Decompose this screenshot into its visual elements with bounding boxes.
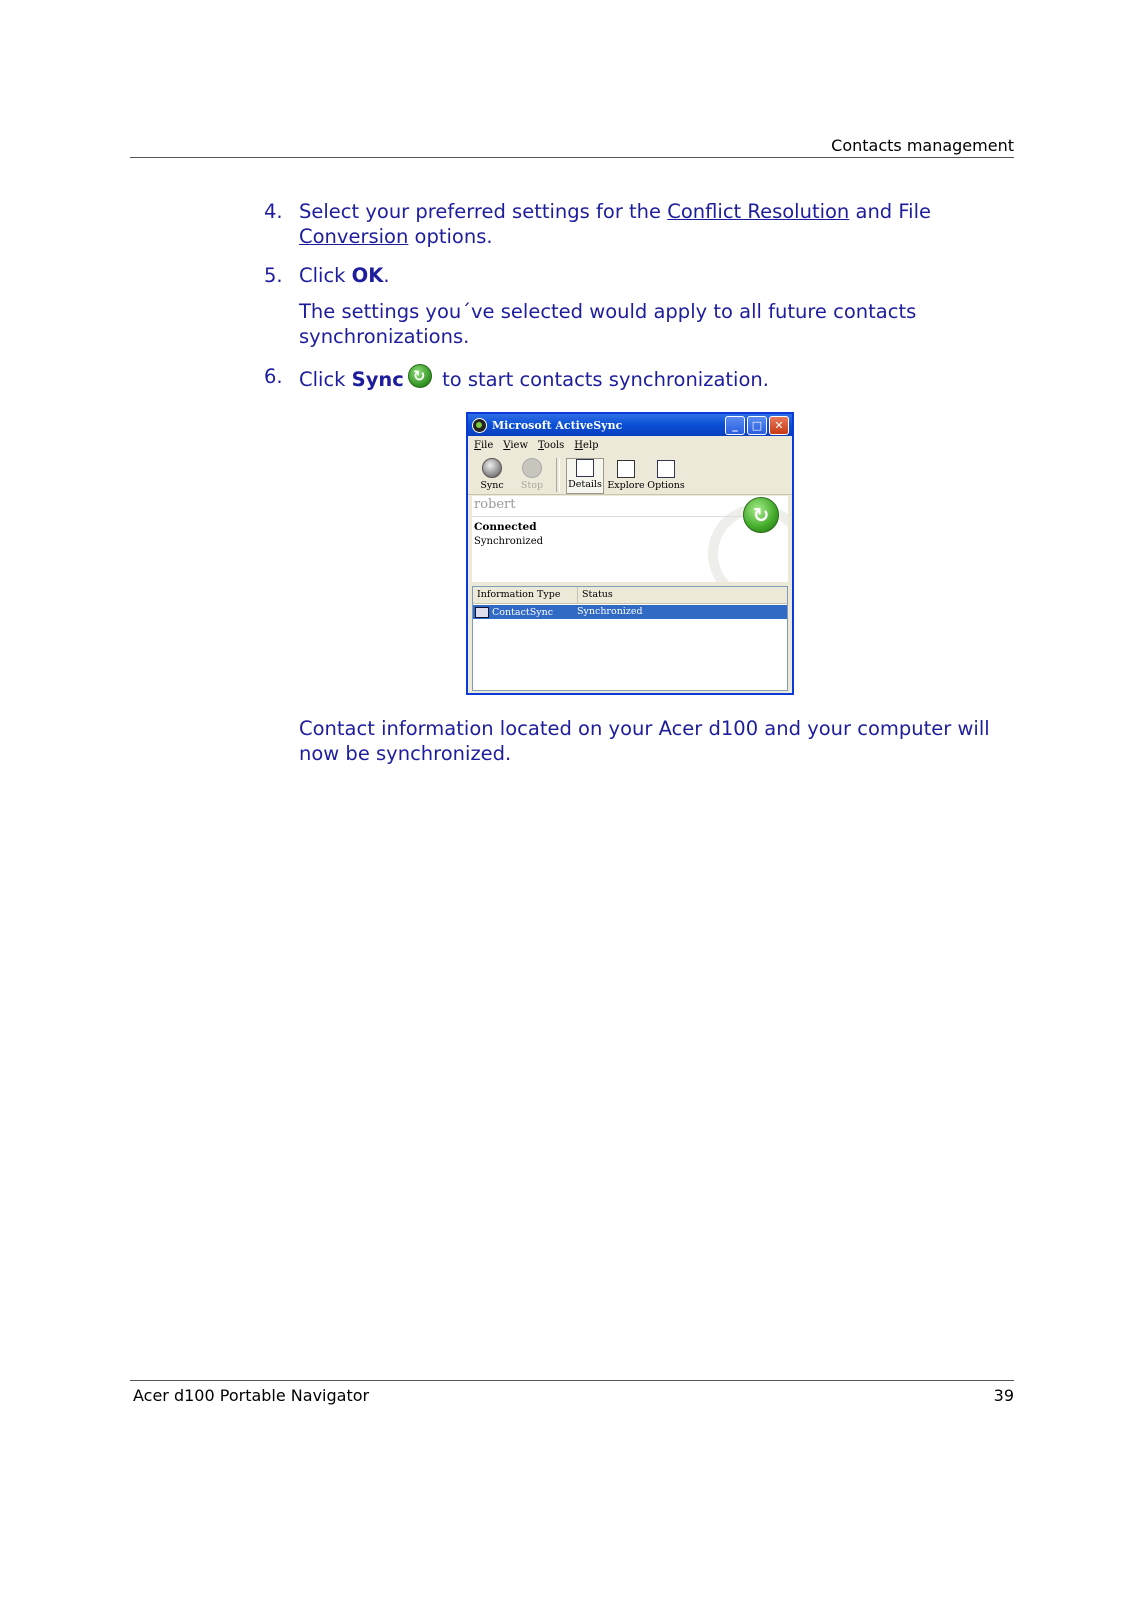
details-button[interactable] [566,458,604,494]
toolbar [468,454,792,495]
sync-button[interactable] [474,458,510,494]
maximize-button[interactable]: □ [747,416,767,435]
row-type-cell [473,605,577,619]
step-number: 6. [264,365,283,388]
list-header [473,587,787,604]
column-header-information-type[interactable]: Information Type [473,587,578,603]
footer-rule [130,1380,1014,1381]
footer-title: Acer d100 Portable Navigator [133,1386,370,1405]
activesync-window [466,412,794,695]
options-button-label: Options [647,480,685,491]
sync-status-icon[interactable]: ↻ [743,497,779,533]
step-text-part: Click [299,264,352,287]
sync-icon [408,364,432,388]
stop-icon [522,458,542,478]
step-text [299,199,1009,249]
row-type-label: ContactSync [492,606,554,618]
window-title: Microsoft ActiveSync [492,418,623,432]
step-text [299,263,1009,288]
section-title: Contacts management [831,136,1014,155]
details-icon [576,459,594,477]
device-divider [472,516,752,517]
sync-icon [482,458,502,478]
sync-label: Sync [351,368,404,391]
header-rule [130,157,1014,158]
options-icon [657,460,675,478]
sync-status: Synchronized [474,536,544,547]
information-type-list [472,586,788,691]
row-status-cell: Synchronized [577,606,643,617]
connection-status: Connected [474,521,537,533]
menu-bar [468,436,792,454]
activesync-app-icon [472,418,487,433]
step-text-part: options. [408,225,493,248]
sync-button-label: Sync [480,480,504,491]
step-text [299,364,1009,392]
step-text-part: Select your preferred settings for the [299,200,668,223]
menu-file[interactable]: File [474,439,494,451]
ok-label: OK [351,264,384,287]
conflict-resolution-link[interactable]: Conflict Resolution [667,200,850,223]
step-text-part: and File [849,200,932,223]
menu-tools[interactable]: Tools [538,439,565,451]
step-text-part: to start contacts synchronization. [435,368,769,391]
options-button[interactable] [648,460,684,494]
status-panel [472,496,788,582]
settings-note: The settings you´ve selected would apply to all future contacts synchronizations. [299,300,917,348]
details-button-label: Details [568,479,602,490]
list-row-contactsync[interactable] [473,605,787,619]
stop-button[interactable] [514,458,550,494]
step-number: 4. [264,200,283,223]
conversion-link[interactable]: Conversion [299,225,409,248]
explore-icon [617,460,635,478]
closing-text: Contact information located on your Acer d100 and your computer will now be synchronized. [299,717,990,765]
menu-help[interactable]: Help [574,439,599,451]
step-text-part: Click [299,368,352,391]
step-text-part: . [383,264,390,287]
close-button[interactable]: ✕ [769,416,789,435]
minimize-button[interactable]: _ [725,416,745,435]
explore-button-label: Explore [607,480,645,491]
step-number: 5. [264,264,283,287]
column-header-status[interactable]: Status [582,589,613,600]
window-controls [725,416,789,435]
toolbar-separator [556,458,560,492]
stop-button-label: Stop [520,480,544,491]
explore-button[interactable] [608,460,644,494]
contacts-icon [475,607,489,618]
page-number: 39 [993,1386,1014,1405]
device-name: robert [474,497,516,512]
window-titlebar [468,414,792,436]
menu-view[interactable]: View [503,439,529,451]
